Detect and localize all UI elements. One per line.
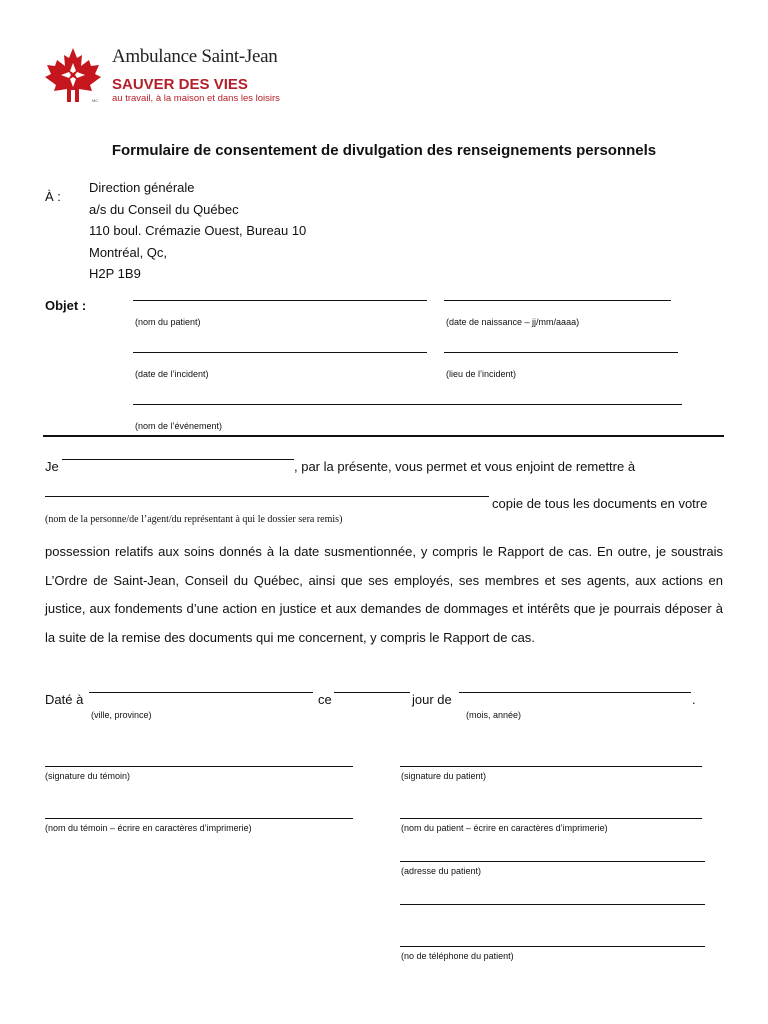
patient-signature-caption: (signature du patient)	[401, 771, 487, 781]
consent-line2-text: copie de tous les documents en votre	[492, 496, 708, 511]
birth-date-field[interactable]	[444, 300, 671, 301]
city-province-caption: (ville, province)	[91, 710, 152, 720]
ce-label: ce	[318, 692, 332, 707]
witness-name-caption: (nom du témoin – écrire en caractères d’imprimerie)	[45, 823, 252, 833]
date-period: .	[692, 692, 696, 707]
incident-location-field[interactable]	[444, 352, 678, 353]
address-line: Direction générale	[89, 180, 195, 195]
consenter-name-field[interactable]	[62, 459, 294, 460]
city-province-field[interactable]	[89, 692, 313, 693]
consent-line1-text: , par la présente, vous permet et vous enjoint de remettre à	[294, 459, 636, 474]
section-divider	[43, 435, 724, 437]
event-name-field[interactable]	[133, 404, 682, 405]
patient-phone-field[interactable]	[400, 946, 705, 947]
address-line: a/s du Conseil du Québec	[89, 201, 239, 217]
incident-date-caption: (date de l’incident)	[135, 369, 209, 379]
birth-date-caption: (date de naissance – jj/mm/aaaa)	[446, 317, 580, 327]
consent-paragraph: possession relatifs aux soins donnés à la date susmentionnée, y compris le Rapport de cas. En outre, je soustrais L’Ordre de Saint-Jean, Conseil du Québec, ainsi que ses employés, ses membres et ses agents, aux actions en justice, aux fondements d’une action en justice et aux demandes de dommages et intérêts que je pourrais déposer à la suite de la remise des documents qui me concernent, y compris le Rapport de cas.	[45, 544, 723, 645]
address-line: 110 boul. Crémazie Ouest, Bureau 10	[89, 223, 307, 239]
day-field[interactable]	[334, 692, 410, 693]
patient-address-field[interactable]	[400, 861, 705, 862]
incident-location-caption: (lieu de l’incident)	[446, 369, 517, 379]
incident-date-field[interactable]	[133, 352, 427, 353]
patient-name-caption: (nom du patient)	[135, 317, 201, 327]
recipient-address	[89, 177, 306, 285]
objet-label: Objet :	[45, 298, 87, 313]
subtagline: au travail, à la maison et dans les loisirs	[112, 93, 280, 104]
event-name-caption: (nom de l’événement)	[135, 421, 223, 431]
patient-print-name-caption: (nom du patient – écrire en caractères d’imprimerie)	[401, 823, 608, 833]
patient-print-name-field[interactable]	[400, 818, 702, 819]
date-a-label: Daté à	[45, 692, 84, 707]
month-year-caption: (mois, année)	[466, 710, 522, 720]
recipient-label: À :	[45, 189, 61, 204]
recipient-person-field[interactable]	[45, 496, 489, 497]
patient-address-caption: (adresse du patient)	[401, 866, 482, 876]
month-year-field[interactable]	[459, 692, 691, 693]
patient-signature-field[interactable]	[400, 766, 702, 767]
witness-signature-caption: (signature du témoin)	[45, 771, 131, 781]
maple-leaf-cross-logo-icon	[44, 46, 102, 106]
consent-je: Je	[45, 459, 59, 474]
patient-phone-caption: (no de téléphone du patient)	[401, 951, 514, 961]
patient-name-field[interactable]	[133, 300, 427, 301]
svg-text:MC: MC	[92, 98, 99, 103]
patient-address-line2-field[interactable]	[400, 904, 705, 905]
tagline: SAUVER DES VIES	[112, 76, 248, 93]
jour-de-label: jour de	[412, 692, 452, 707]
address-line: Montréal, Qc,	[89, 244, 168, 260]
organization-name: Ambulance Saint-Jean	[112, 46, 278, 67]
address-line: H2P 1B9	[89, 266, 141, 282]
form-title: Formulaire de consentement de divulgation des renseignements personnels	[111, 142, 657, 159]
recipient-person-caption: (nom de la personne/de l’agent/du représentant à qui le dossier sera remis)	[45, 514, 343, 525]
witness-signature-field[interactable]	[45, 766, 353, 767]
witness-name-field[interactable]	[45, 818, 353, 819]
